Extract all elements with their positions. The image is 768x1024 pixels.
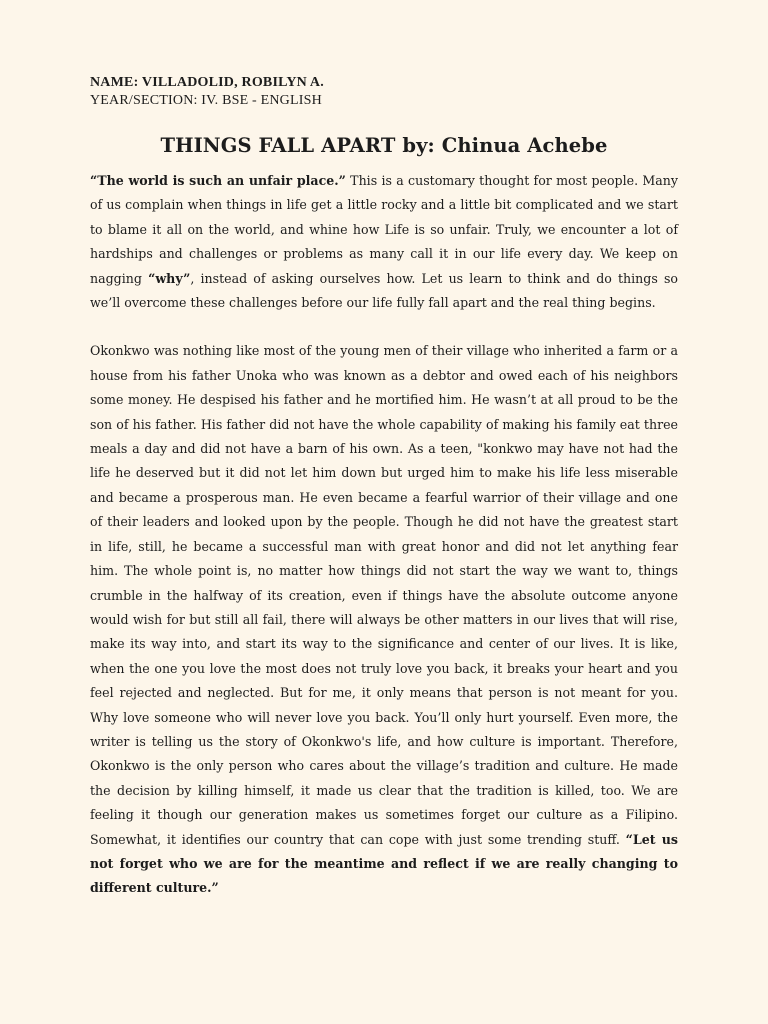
intro-text-a: This is a customary thought for most people. Many of us complain when things in life get a little rocky and a little bit complicated and we start to blame it all on the world, and whine how Life is so unfair. Truly, we encounter a lot of hardships and challenges or problems as many call it in our life every day. We keep on nagging xyxy=(90,173,678,286)
student-name: NAME: VILLADOLID, ROBILYN A. xyxy=(90,75,324,90)
paragraph-gap xyxy=(90,315,678,339)
body-text: Okonkwo was nothing like most of the young men of their village who inherited a farm or a house from his father Unoka who was known as a debtor and owed each of his neighbors some money. He despised his father and he mortified him. He wasn’t at all proud to be the son of his father. His father did not have the whole capability of making his family eat three meals a day and did not have a barn of his own. As a teen, "konkwo may have not had the life he deserved but it did not let him down but urged him to make his life less miserable and became a prosperous man. He even became a fearful warrior of their village and one of their leaders and looked upon by the people. Though he did not have the greatest start in life, still, he became a successful man with great honor and did not let anything fear him. The whole point is, no matter how things did not start the way we want to, things crumble in the halfway of its creation, even if things have the absolute outcome anyone would wish for but still all fail, there will always be other matters in our lives that will rise, make its way into, and start its way to the significance and center of our lives. It is like, when the one you love the most does not truly love you back, it breaks your heart and you feel rejected and neglected. But for me, it only means that person is not meant for you. Why love someone who will never love you back. You’ll only hurt yourself. Even more, the writer is telling us the story of Okonkwo's life, and how culture is important. Therefore, Okonkwo is the only person who cares about the village’s tradition and culture. He made the decision by killing himself, it made us clear that the tradition is killed, too. We are feeling it though our generation makes us sometimes forget our culture as a Filipino. Somewhat, it identifies our country that can cope with just some trending stuff. xyxy=(90,343,678,847)
opening-quote: “The world is such an unfair place.” xyxy=(90,173,346,188)
document-title: THINGS FALL APART by: Chinua Achebe xyxy=(160,134,608,157)
closing-quote: “Let us not forget who we are for the meantime and reflect if we are really changing to different culture.” xyxy=(90,831,678,896)
intro-paragraph xyxy=(90,169,678,315)
body-paragraph xyxy=(90,339,678,900)
year-section: YEAR/SECTION: IV. BSE - ENGLISH xyxy=(90,93,322,108)
intro-text-b: , instead of asking ourselves how. Let us learn to think and do things so we’ll overcome these challenges before our life fully fall apart and the real thing begins. xyxy=(90,270,678,311)
why-emphasis: “why” xyxy=(148,270,191,286)
